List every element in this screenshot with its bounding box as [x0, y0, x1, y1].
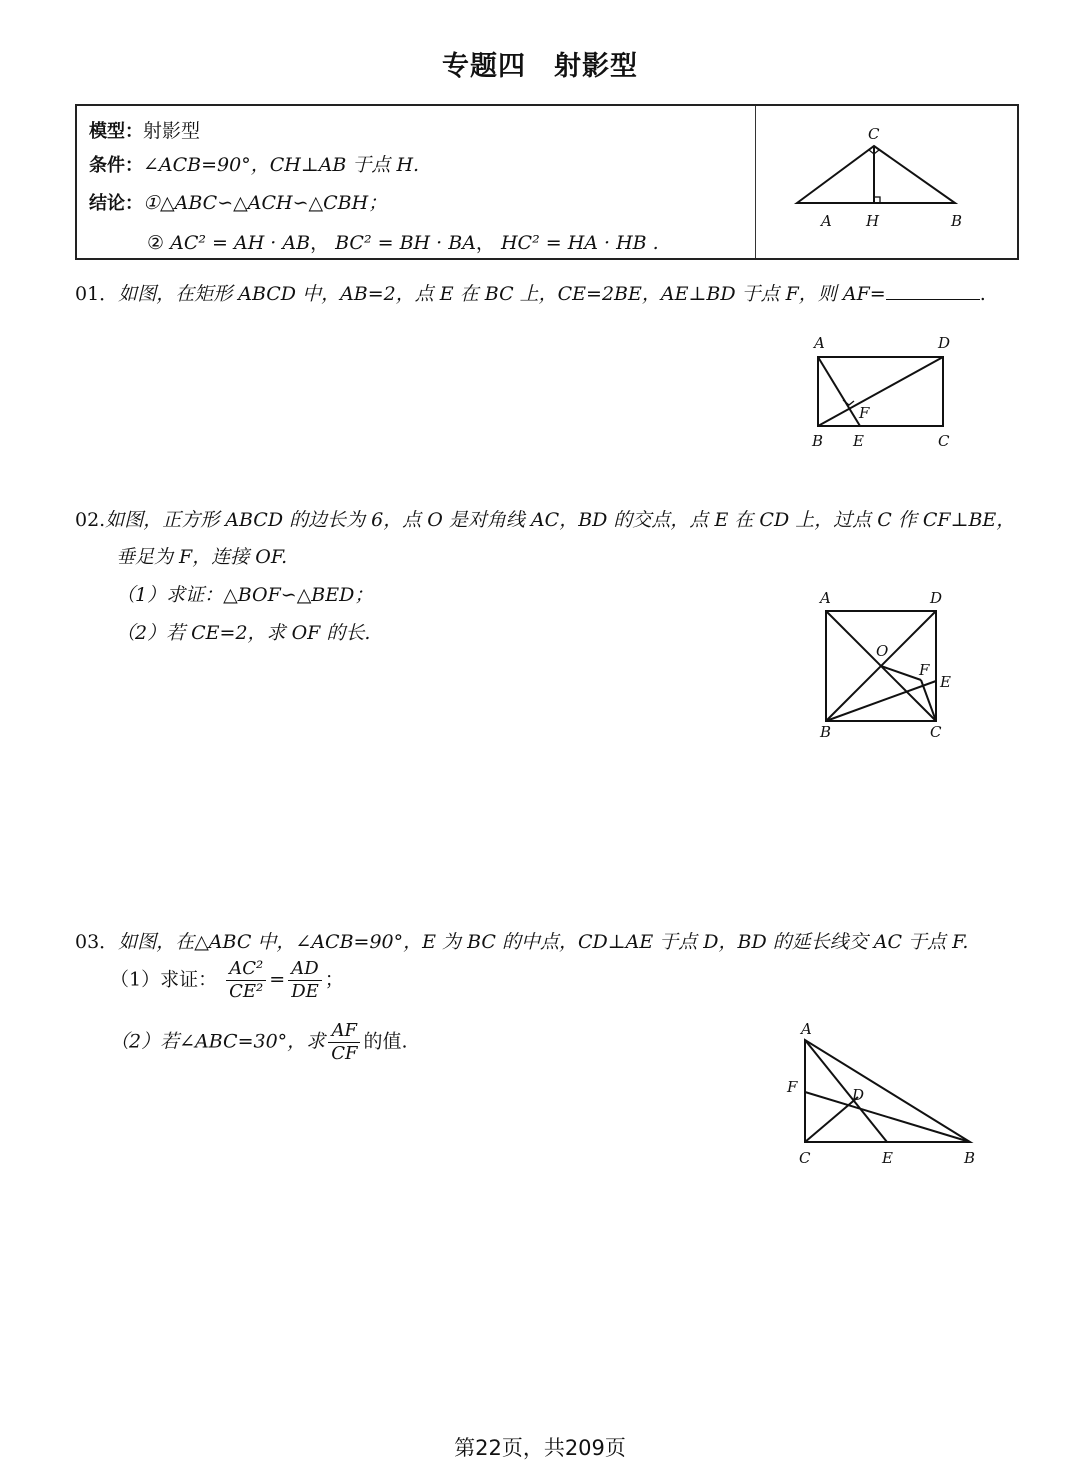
fraction-denominator: DE: [291, 981, 319, 1002]
q3-part-2-prefix: （2）若∠ABC=30°，求: [110, 1030, 326, 1053]
q2-body-1: 如图，正方形 ABCD 的边长为 6，点 O 是对角线 AC，BD 的交点，点 E 在 CD 上，过点 C 作 CF⊥BE，: [105, 509, 1016, 531]
label-a: A: [820, 589, 831, 607]
q3-part-2: [110, 1020, 408, 1065]
page-number: 第22页，共209页: [454, 1436, 626, 1460]
conclusion-2-part: BC² = BH · BA: [335, 232, 476, 254]
segment-ae: [805, 1040, 887, 1142]
label-e: E: [940, 673, 951, 691]
condition-row: [89, 150, 419, 177]
label-a: A: [814, 334, 825, 352]
label-b: B: [964, 1149, 976, 1167]
label-b: B: [812, 432, 824, 450]
q2-part-1: [116, 580, 373, 607]
label-f: F: [787, 1078, 798, 1096]
q3-part-2-end: 的值.: [363, 1030, 408, 1053]
label-o: O: [876, 642, 889, 660]
model-row: [89, 116, 200, 143]
q1-body: 如图，在矩形 ABCD 中，AB=2，点 E 在 BC 上，CE=2BE，AE⊥BD 于点 F，则 AF=: [118, 283, 886, 305]
triangle-abc: [797, 146, 955, 203]
q1-figure: [800, 330, 970, 460]
model-box: [75, 104, 1019, 260]
q2-line-2: [116, 542, 287, 569]
q1-end: .: [979, 283, 986, 305]
fraction-ac2-ce2: [226, 958, 266, 1003]
q2-figure: [800, 585, 970, 750]
label-b: B: [820, 723, 832, 741]
label-c: C: [930, 723, 942, 741]
q3-number: 03．: [75, 931, 119, 953]
conclusion-label: 结论：: [89, 193, 143, 214]
label-d: D: [852, 1086, 865, 1104]
label-f: F: [859, 404, 870, 422]
q2-number: 02.: [75, 509, 106, 531]
q2-part-1-text: （1）求证：△BOF∽△BED；: [116, 584, 374, 606]
label-f: F: [919, 661, 930, 679]
q1-number: 01．: [75, 283, 119, 305]
conclusion-2-prefix: ②: [147, 232, 165, 254]
label-d: D: [930, 589, 943, 607]
model-label: 模型：: [89, 121, 143, 142]
fraction-numerator: AD: [288, 958, 322, 981]
fraction-denominator: CF: [331, 1043, 358, 1064]
q3-part-1: [110, 958, 344, 1003]
fraction-numerator: AC²: [226, 958, 266, 981]
label-d: D: [938, 334, 951, 352]
label-a: A: [801, 1020, 812, 1038]
conclusion-2-row: ② AC² = AH · AB， BC² = BH · BA， HC² = HA · HB .: [147, 232, 659, 254]
q1-answer-blank[interactable]: [886, 283, 980, 300]
q2-body-2: 垂足为 F，连接 OF.: [116, 546, 288, 568]
condition-text: ∠ACB=90°，CH⊥AB 于点 H.: [143, 154, 420, 176]
segment-bf: [805, 1092, 970, 1142]
segment-be: [826, 681, 936, 721]
fraction-denominator: CE²: [229, 981, 264, 1002]
label-c: C: [799, 1149, 811, 1167]
label-e: E: [882, 1149, 893, 1167]
fraction-ad-de: [288, 958, 322, 1003]
segment-cd: [805, 1097, 858, 1142]
equals-sign: =: [269, 968, 286, 991]
model-figure: [757, 106, 1017, 258]
triangle-abc: [805, 1040, 970, 1142]
fraction-af-cf: [328, 1020, 360, 1065]
label-h: H: [866, 212, 880, 230]
q3-body: 如图，在△ABC 中，∠ACB=90°，E 为 BC 的中点，CD⊥AE 于点 D，BD 的延长线交 AC 于点 F.: [118, 931, 969, 953]
label-b: B: [951, 212, 963, 230]
label-e: E: [853, 432, 864, 450]
model-value: 射影型: [143, 120, 201, 142]
conclusion-2-part: HC² = HA · HB .: [500, 232, 659, 254]
conclusion-1: ①△ABC∽△ACH∽△CBH；: [143, 192, 388, 214]
page-title: 专题四 射影型: [442, 51, 638, 82]
q1-text: [75, 279, 986, 306]
box-divider: [755, 106, 756, 258]
conclusion-2-part: AC² = AH · AB: [170, 232, 311, 254]
q3-part-1-end: ；: [324, 968, 344, 991]
q2-part-2: [116, 618, 370, 645]
label-c: C: [938, 432, 950, 450]
q2-line-1: [75, 505, 1015, 532]
segment-ae: [818, 357, 860, 426]
conclusion-row: [89, 188, 387, 215]
label-c: C: [868, 125, 880, 143]
q2-part-2-text: （2）若 CE=2，求 OF 的长.: [116, 622, 371, 644]
q3-figure: [775, 1020, 990, 1180]
diagonal-bd: [818, 357, 943, 426]
condition-label: 条件：: [89, 155, 143, 176]
q3-text: [75, 927, 968, 954]
label-a: A: [821, 212, 832, 230]
fraction-numerator: AF: [328, 1020, 360, 1043]
q3-part-1-prefix: （1）求证：: [110, 968, 218, 991]
